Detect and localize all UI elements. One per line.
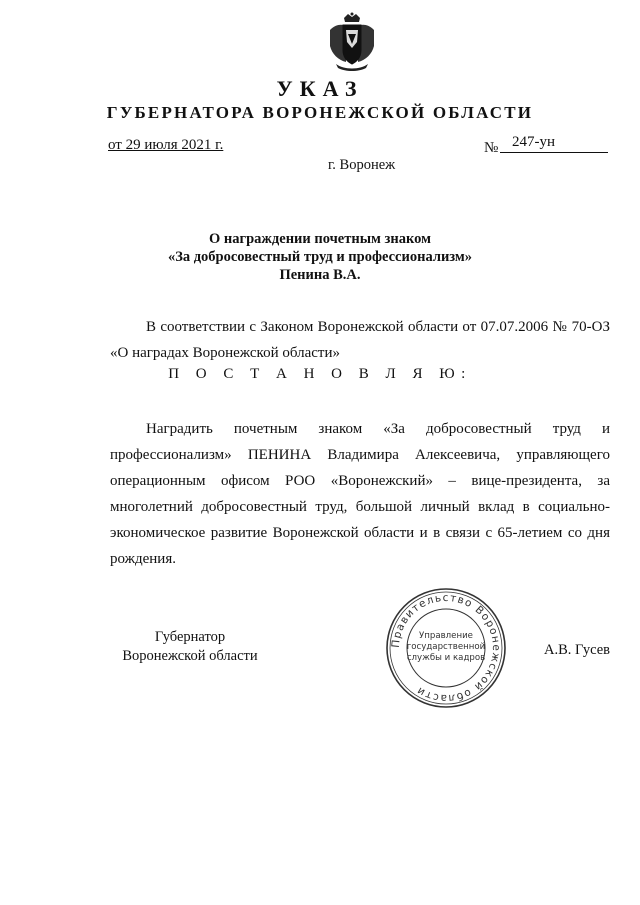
official-stamp (384, 586, 508, 710)
number-underline (500, 152, 608, 153)
preamble-line-2: «О наградах Воронежской области» (110, 345, 341, 361)
decree-title (0, 230, 640, 284)
position-line-2: Воронежской области (122, 648, 258, 664)
preamble-line-1: В соответствии с Законом Воронежской области от 07.07.2006 № 70-ОЗ (146, 319, 610, 335)
order-paragraph: Наградить почетным знаком «За добросовестный труд и профессионализм» ПЕНИНА Владимира Алексеевича, управляющего операционным офисом РОО «Воронежский» – вице-президента, за многолетний добросовестный труд, большой личный вклад в социально-экономическое развитие Воронежской области и в связи с 65-летием со дня рождения. (110, 421, 610, 567)
title-line-1: О награждении почетным знаком (209, 231, 431, 247)
document-number: 247-ун (512, 134, 556, 150)
stamp-inner-line-3: службы и кадров (406, 653, 486, 663)
stamp-inner-line-1: Управление (419, 631, 473, 641)
title-line-3: Пенина В.А. (279, 267, 361, 283)
document-date: от 29 июля 2021 г. (108, 137, 224, 153)
issuer-title: ГУБЕРНАТОРА ВОРОНЕЖСКОЙ ОБЛАСТИ (106, 103, 534, 122)
document-type: УКАЗ (276, 76, 364, 101)
signatory-position (110, 628, 270, 666)
stamp-inner-line-2: государственной (406, 642, 486, 652)
preamble (110, 314, 610, 366)
signatory-name: А.В. Гусев (544, 642, 610, 658)
decree-word: П О С Т А Н О В Л Я Ю: (168, 366, 472, 382)
coat-of-arms-icon (326, 12, 378, 72)
number-label: № (484, 140, 499, 156)
title-line-2: «За добросовестный труд и профессионализм» (167, 249, 473, 265)
position-line-1: Губернатор (154, 629, 226, 645)
stamp-ring-text: Правительство Воронежской области (389, 591, 503, 705)
order-text (110, 416, 610, 572)
city: г. Воронеж (328, 157, 396, 173)
